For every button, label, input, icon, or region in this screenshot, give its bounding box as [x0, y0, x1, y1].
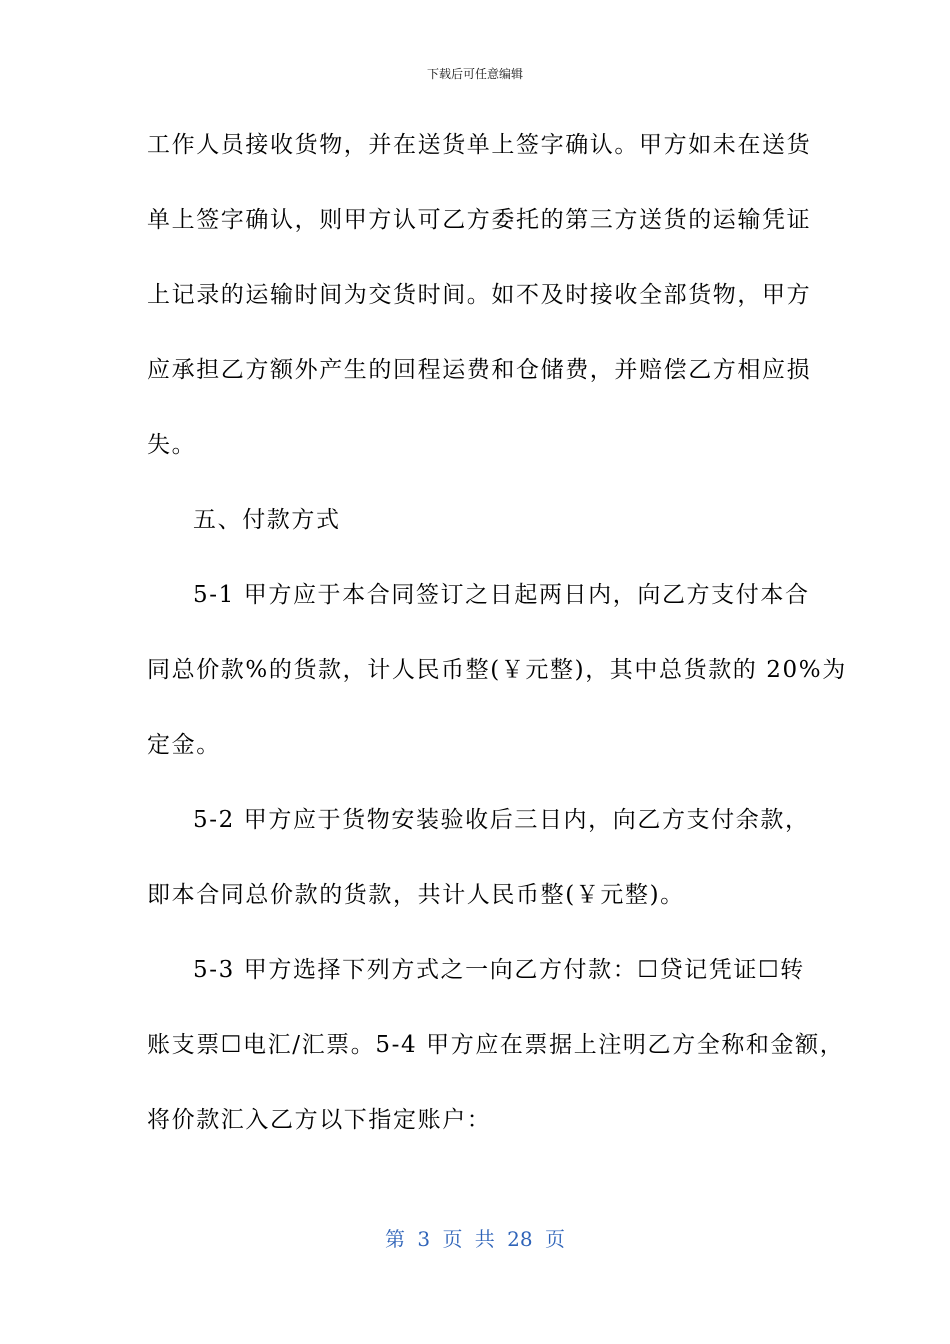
- paragraph-line: 将价款汇入乙方以下指定账户：: [147, 1107, 492, 1133]
- section-heading: 五、付款方式: [193, 507, 341, 533]
- paragraph-line: 5-2 甲方应于货物安装验收后三日内，向乙方支付余款，: [193, 807, 810, 833]
- paragraph-line: 单上签字确认，则甲方认可乙方委托的第三方送货的运输凭证: [147, 207, 812, 233]
- paragraph-line: 定金。: [147, 732, 221, 758]
- paragraph-line: 失。: [147, 432, 197, 458]
- paragraph-line: 即本合同总价款的货款，共计人民币整(￥元整)。: [147, 882, 685, 908]
- paragraph-line: 上记录的运输时间为交货时间。如不及时接收全部货物，甲方: [147, 282, 812, 308]
- header-note: 下载后可任意编辑: [426, 67, 523, 81]
- paragraph-line: 5-3 甲方选择下列方式之一向乙方付款：☐贷记凭证☐转: [193, 957, 805, 983]
- paragraph-line: 5-1 甲方应于本合同签订之日起两日内，向乙方支付本合: [193, 582, 810, 608]
- paragraph-line: 应承担乙方额外产生的回程运费和仓储费，并赔偿乙方相应损: [147, 357, 812, 383]
- paragraph-line: 工作人员接收货物，并在送货单上签字确认。甲方如未在送货: [147, 132, 812, 158]
- page-number: 第 3 页 共 28 页: [385, 1227, 565, 1251]
- paragraph-line: 同总价款%的货款，计人民币整(￥元整)，其中总货款的 20%为: [147, 657, 847, 683]
- document-body: [147, 126, 847, 1176]
- paragraph-line: 账支票☐电汇/汇票。5-4 甲方应在票据上注明乙方全称和金额，: [147, 1032, 845, 1058]
